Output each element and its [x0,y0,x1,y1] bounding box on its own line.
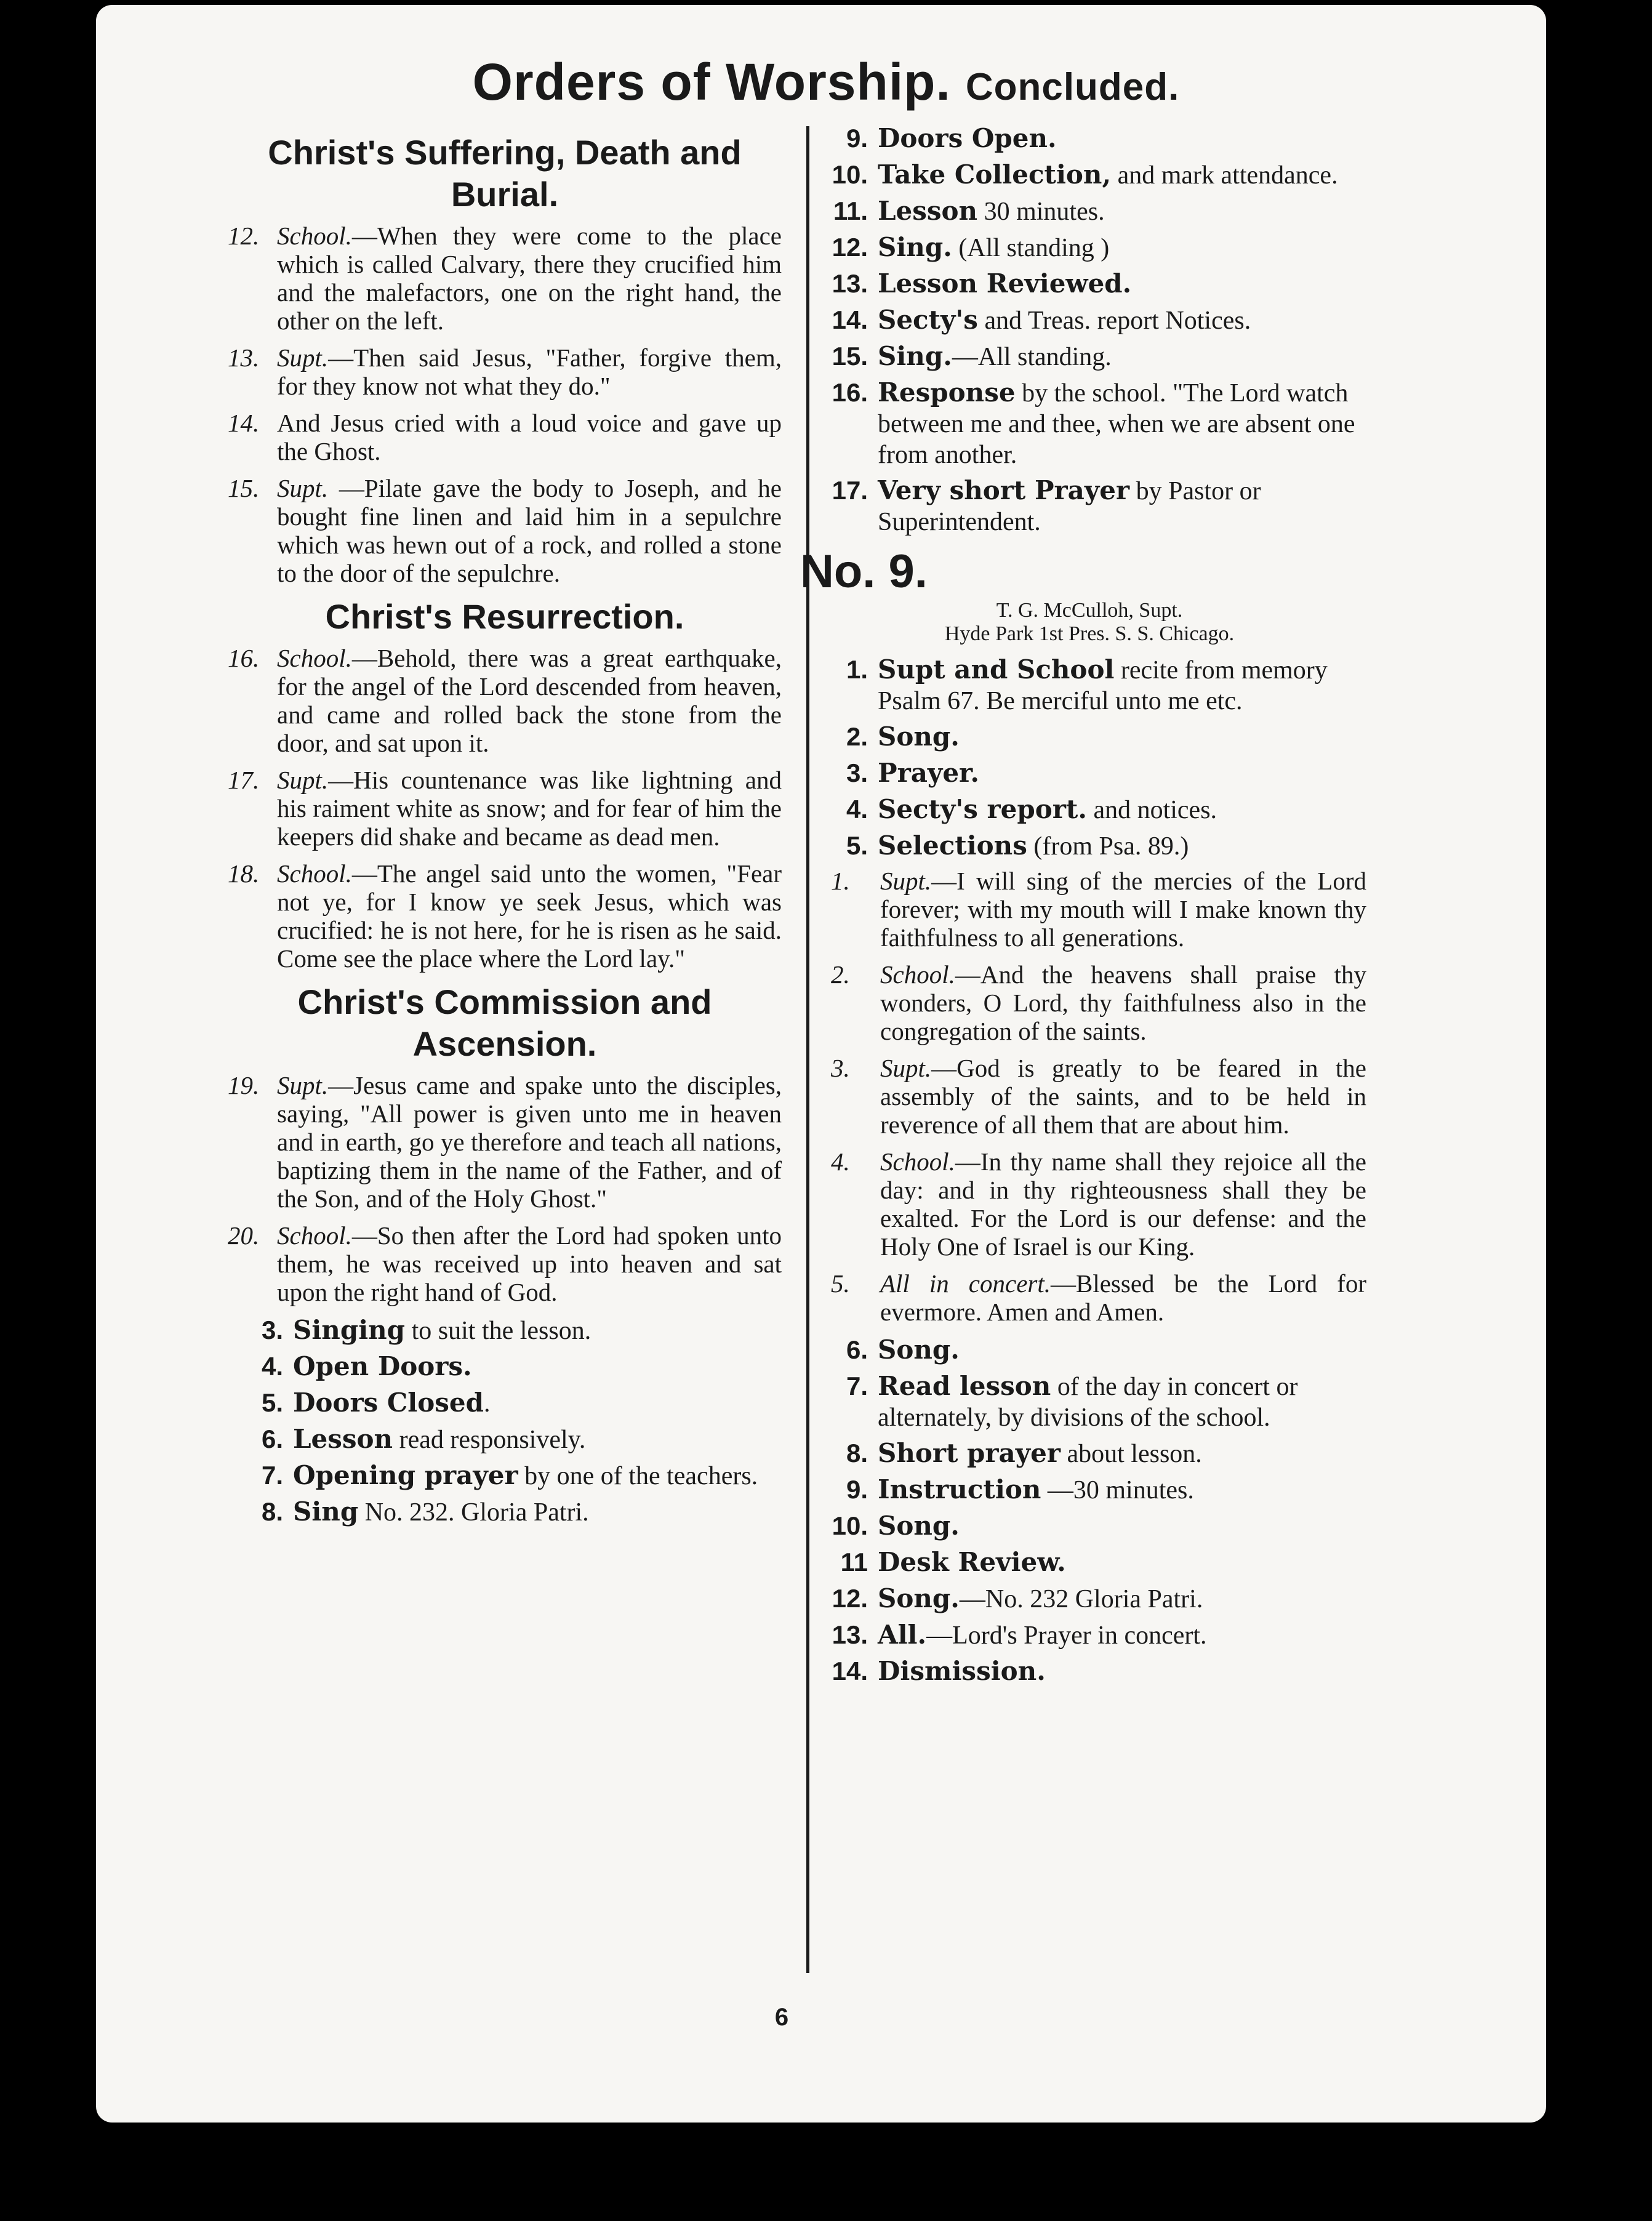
responsive-reading-19: 19. Supt.—Jesus came and spake unto the disciples, saying, "All power is given unto me in heaven and in earth, go ye therefore and teach all nations, baptizing them in the name of the Father, and of the Son, and of the Holy Ghost." [228,1071,782,1213]
order-item-4: 4. Open Doors. [261,1351,472,1381]
responsive-reading-13: 13. Supt.—Then said Jesus, "Father, forgive them, for they know not what they do." [228,343,782,400]
page-title: Orders of Worship. Concluded. [472,53,1180,111]
responsive-reading-12: 12. School.—When they were come to the place which is called Calvary, there they crucified him and the malefactors, one on the right hand, the other on the left. [228,222,782,335]
responsive-reading-20: 20. School.—So then after the Lord had spoken unto them, he was received up into heaven and sat upon the right hand of God. [228,1221,782,1306]
order-item-6: 6. Lesson read responsively. [261,1424,586,1454]
no9-item-8: 8. Short prayer about lesson. [846,1438,1202,1468]
responsive-reading-17: 17. Supt.—His countenance was like lightning and his raiment white as snow; and for fear of him the keepers did shake and became as dead men. [228,766,782,851]
page-number: 6 [774,2004,789,2031]
responsive-reading-14: 14. And Jesus cried with a loud voice and gave up the Ghost. [228,409,782,465]
order-item-14: 14. Secty's and Treas. report Notices. [832,305,1251,335]
no9-item-4: 4. Secty's report. and notices. [846,794,1217,824]
responsive-reading-15: 15. Supt. —Pilate gave the body to Joseph, and he bought fine linen and laid him in a sepulchre which was hewn out of a rock, and rolled a stone to the door of the sepulchre. [228,474,782,587]
selection-reading-4: 4. School.—In thy name shall they rejoice all the day: and in thy righteousness shall they be exalted. For the Lord is our defense: and the Holy One of Israel is our King. [831,1147,1366,1261]
order-item-16: 16. Response by the school. "The Lord watch between me and thee, when we are absent one from another. [832,377,1355,469]
order-item-5: 5. Doors Closed. [261,1388,491,1418]
no9-item-10: 10. Song. [832,1511,960,1541]
order-item-17: 17. Very short Prayer by Pastor or Superintendent. [832,475,1261,536]
order-item-9: 9. Doors Open. [846,123,1057,153]
order-item-12: 12. Sing. (All standing ) [832,232,1110,262]
right-column [800,123,1366,1692]
order-item-8: 8. Sing No. 232. Gloria Patri. [261,1496,589,1527]
no9-item-12: 12. Song.—No. 232 Gloria Patri. [832,1583,1203,1613]
order-item-3: 3. Singing to suit the lesson. [261,1315,591,1345]
no9-item-13: 13. All.—Lord's Prayer in concert. [832,1620,1207,1650]
order-item-15: 15. Sing.—All standing. [832,341,1112,371]
selection-reading-1: 1. Supt.—I will sing of the mercies of the Lord forever; with my mouth will I make known thy faithfulness to all generations. [831,867,1366,952]
left-column [228,123,782,1533]
no9-item-2: 2. Song. [846,721,960,752]
order-item-11: 11. Lesson 30 minutes. [833,196,1105,226]
order-item-13: 13. Lesson Reviewed. [832,268,1132,299]
responsive-reading-16: 16. School.—Behold, there was a great earthquake, for the angel of the Lord descended from heaven, and came and rolled back the stone from the door, and sat upon it. [228,644,782,757]
section-heading-resurrection: Christ's Resurrection. [325,597,684,636]
no9-item-5: 5. Selections (from Psa. 89.) [846,830,1189,861]
selection-reading-3: 3. Supt.—God is greatly to be feared in the assembly of the saints, and to be held in reverence of all them that are about him. [831,1054,1366,1139]
no9-item-3: 3. Prayer. [846,758,979,788]
selection-reading-2: 2. School.—And the heavens shall praise thy wonders, O Lord, thy faithfulness also in the congregation of the saints. [831,960,1366,1045]
section-heading-commission: Christ's Commission and Ascension. [297,982,712,1063]
no9-item-7: 7. Read lesson of the day in concert or alternately, by divisions of the school. [846,1371,1298,1432]
order-item-7: 7. Opening prayer by one of the teachers. [261,1460,758,1490]
no9-item-1: 1. Supt and School recite from memory Psalm 67. Be merciful unto me etc. [846,654,1328,715]
credit-superintendent: T. G. McCulloh, Supt. [996,599,1183,622]
order-heading-no-9: No. 9. [800,545,928,598]
no9-item-14: 14. Dismission. [832,1656,1046,1686]
credit-school: Hyde Park 1st Pres. S. S. Chicago. [944,622,1235,645]
section-heading-suffering: Christ's Suffering, Death and Burial. [268,133,742,214]
order-item-10: 10. Take Collection, and mark attendance. [832,159,1338,190]
no9-item-9: 9. Instruction —30 minutes. [846,1474,1194,1504]
responsive-reading-18: 18. School.—The angel said unto the women, "Fear not ye, for I know ye seek Jesus, which was crucified: he is not here, for he is risen as he said. Come see the place where the Lord lay." [228,859,782,973]
no9-item-11: 11 Desk Review. [840,1547,1066,1577]
column-divider [806,126,809,1973]
no9-item-6: 6. Song. [846,1335,960,1365]
selection-reading-5: 5. All in concert.—Blessed be the Lord for evermore. Amen and Amen. [831,1269,1366,1326]
